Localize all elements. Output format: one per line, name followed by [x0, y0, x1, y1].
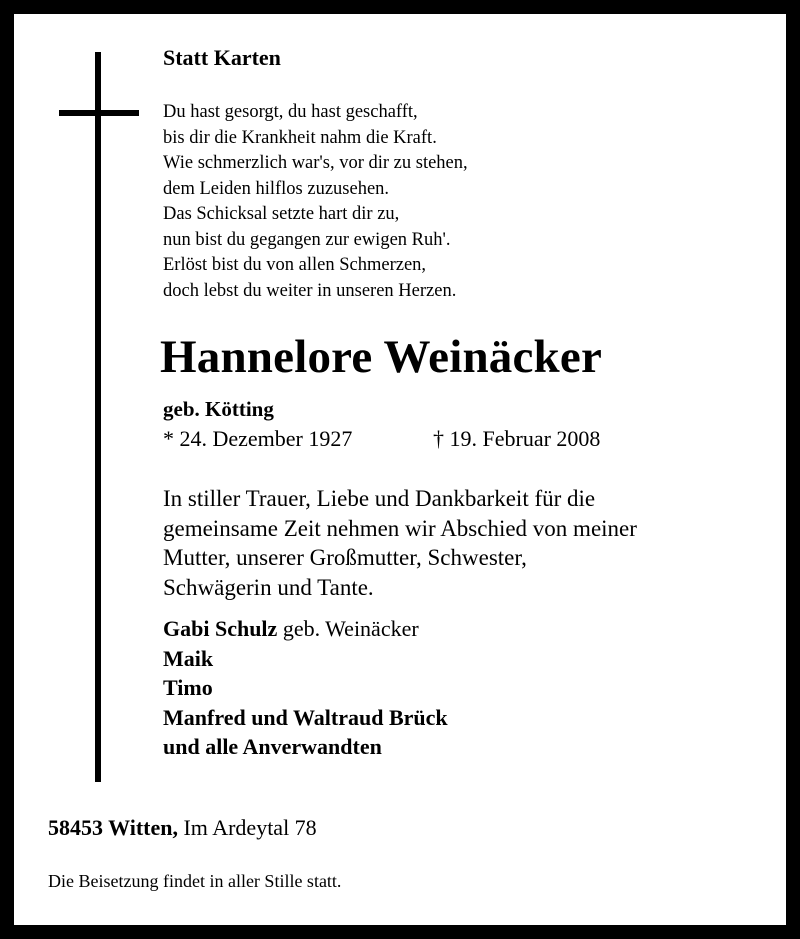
- signer-name: Manfred und Waltraud Brück: [163, 704, 448, 730]
- life-dates: [163, 426, 601, 452]
- poem-line: Wie schmerzlich war's, vor dir zu stehen,: [163, 153, 468, 173]
- poem-line: doch lebst du weiter in unseren Herzen.: [163, 280, 457, 301]
- poem: [163, 100, 468, 304]
- poem-line: bis dir die Krankheit nahm die Kraft.: [163, 127, 437, 148]
- cross-icon-horizontal: [59, 110, 139, 116]
- address-street: Im Ardeytal 78: [177, 815, 317, 840]
- signer-first: [163, 614, 448, 644]
- poem-line: Das Schicksal setzte hart dir zu,: [163, 204, 400, 224]
- maiden-name: geb. Kötting: [163, 397, 274, 421]
- message-line: Mutter, unserer Großmutter, Schwester,: [163, 545, 527, 570]
- funeral-note: Die Beisetzung findet in aller Stille statt.: [48, 871, 342, 891]
- deceased-name: Hannelore Weinäcker: [160, 331, 603, 383]
- message-line: Schwägerin und Tante.: [163, 574, 374, 600]
- poem-line: dem Leiden hilflos zuzusehen.: [163, 178, 390, 199]
- signer-name: Maik: [163, 645, 214, 671]
- signers: [163, 614, 448, 762]
- death-date: † 19. Februar 2008: [433, 426, 601, 451]
- message-line: gemeinsame Zeit nehmen wir Abschied von meiner: [163, 515, 637, 541]
- signer-name: und alle Anverwandten: [163, 734, 382, 759]
- cross-icon-vertical: [95, 52, 101, 782]
- address: [48, 815, 317, 841]
- message-line: In stiller Trauer, Liebe und Dankbarkeit für die: [163, 486, 596, 511]
- poem-line: Du hast gesorgt, du hast geschafft,: [163, 102, 418, 122]
- heading: Statt Karten: [163, 45, 281, 70]
- birth-date: * 24. Dezember 1927: [163, 426, 353, 451]
- signer-name: Timo: [163, 675, 213, 700]
- poem-line: Erlöst bist du von allen Schmerzen,: [163, 255, 427, 275]
- poem-line: nun bist du gegangen zur ewigen Ruh'.: [163, 229, 451, 250]
- signer-first-maiden: geb. Weinäcker: [277, 616, 419, 641]
- mourning-message: [163, 484, 763, 602]
- signer-first-name: Gabi Schulz: [163, 616, 278, 641]
- address-city: 58453 Witten,: [48, 815, 178, 840]
